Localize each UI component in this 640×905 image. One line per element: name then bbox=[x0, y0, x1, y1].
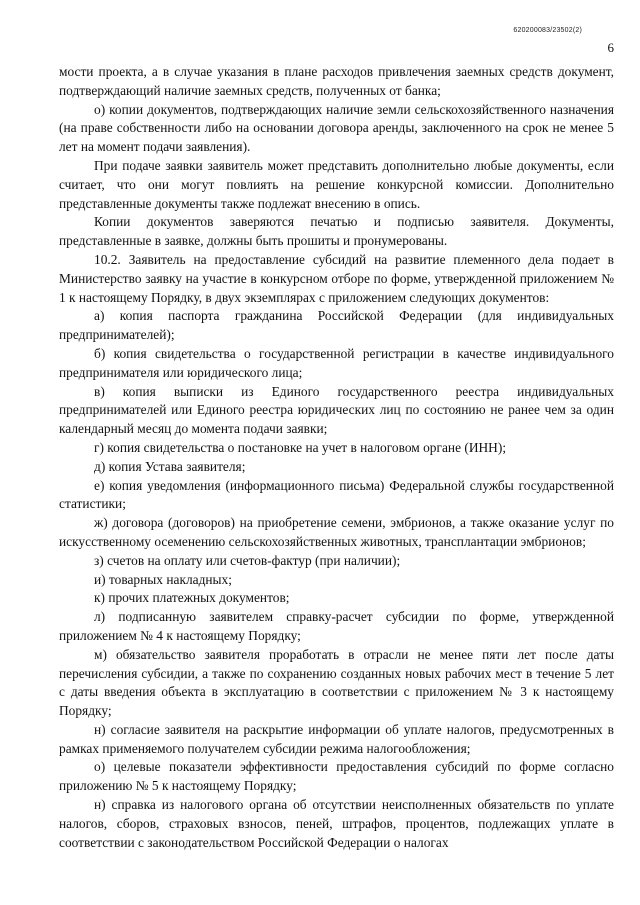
paragraph-certification: Копии документов заверяются печатью и подписью заявителя. Документы, представленные в заявке, должны быть прошиты и пронумерованы. bbox=[59, 214, 614, 249]
list-item-g: г) копия свидетельства о постановке на учет в налоговом органе (ИНН); bbox=[94, 439, 507, 455]
list-item-m: м) обязательство заявителя проработать в отрасли не менее пяти лет после даты перечисления субсидии, а также по сохранению созданных новых рабочих мест в течение 5 лет с даты введения объекта в эксплуатацию в соответствии с приложением № 3 к настоящему Порядку; bbox=[59, 646, 614, 719]
list-item-z: з) счетов на оплату или счетов-фактур (при наличии); bbox=[94, 552, 401, 568]
list-item-n-tax-certificate: н) справка из налогового органа об отсутствии неисполненных обязательств по уплате налогов, сборов, страховых взносов, пеней, штрафов, процентов, подлежащих уплате в соответствии с законодательством Российской Федерации о налогах bbox=[59, 797, 614, 850]
document-code: 620200083/23502(2) bbox=[513, 27, 582, 34]
list-item-n-consent: н) согласие заявителя на раскрытие информации об уплате налогов, предусмотренных в рамках применяемого получателем субсидии режима налогообложения; bbox=[59, 721, 614, 756]
paragraph-10-2: 10.2. Заявитель на предоставление субсидий на развитие племенного дела подает в Министерство заявку на участие в конкурсном отборе по форме, утвержденной приложением № 1 к настоящему Порядку, в двух экземплярах с приложением следующих документов: bbox=[59, 251, 614, 305]
paragraph-additional-docs: При подаче заявки заявитель может представить дополнительно любые документы, если считает, что они могут повлиять на решение конкурсной комиссии. Дополнительно представленные документы также подлежат внесению в опись. bbox=[59, 157, 614, 211]
list-item-b: б) копия свидетельства о государственной регистрации в качестве индивидуального предпринимателя или юридического лица; bbox=[59, 345, 614, 380]
document-body bbox=[59, 63, 614, 852]
list-item-e: е) копия уведомления (информационного письма) Федеральной службы государственной статистики; bbox=[59, 477, 614, 512]
list-item-v: в) копия выписки из Единого государственного реестра индивидуальных предпринимателей или Единого реестра юридических лиц по состоянию не ранее чем за один календарный месяц до момента подачи заявки; bbox=[59, 383, 614, 437]
list-item-a: а) копия паспорта гражданина Российской Федерации (для индивидуальных предпринимателей); bbox=[59, 308, 614, 343]
list-item-o-targets: о) целевые показатели эффективности предоставления субсидий по форме согласно приложению № 5 к настоящему Порядку; bbox=[59, 759, 614, 794]
paragraph-continuation: мости проекта, а в случае указания в плане расходов привлечения заемных средств документ, подтверждающий наличие заемных средств, полученных от банка; bbox=[59, 64, 614, 98]
list-item-zh: ж) договора (договоров) на приобретение семени, эмбрионов, а также оказание услуг по искусственному осеменению сельскохозяйственных животных, трансплантации эмбрионов; bbox=[59, 515, 614, 549]
list-item-i: и) товарных накладных; bbox=[94, 571, 232, 587]
paragraph-item-o-land: о) копии документов, подтверждающих наличие земли сельскохозяйственного назначения (на праве собственности либо на основании договора аренды, заключенного на срок не менее 5 лет на момент подачи заявления). bbox=[59, 101, 614, 155]
list-item-d: д) копия Устава заявителя; bbox=[94, 458, 246, 474]
list-item-l: л) подписанную заявителем справку-расчет субсидии по форме, утвержденной приложением № 4 к настоящему Порядку; bbox=[59, 609, 614, 643]
list-item-k: к) прочих платежных документов; bbox=[94, 590, 290, 606]
page-number: 6 bbox=[607, 40, 614, 55]
